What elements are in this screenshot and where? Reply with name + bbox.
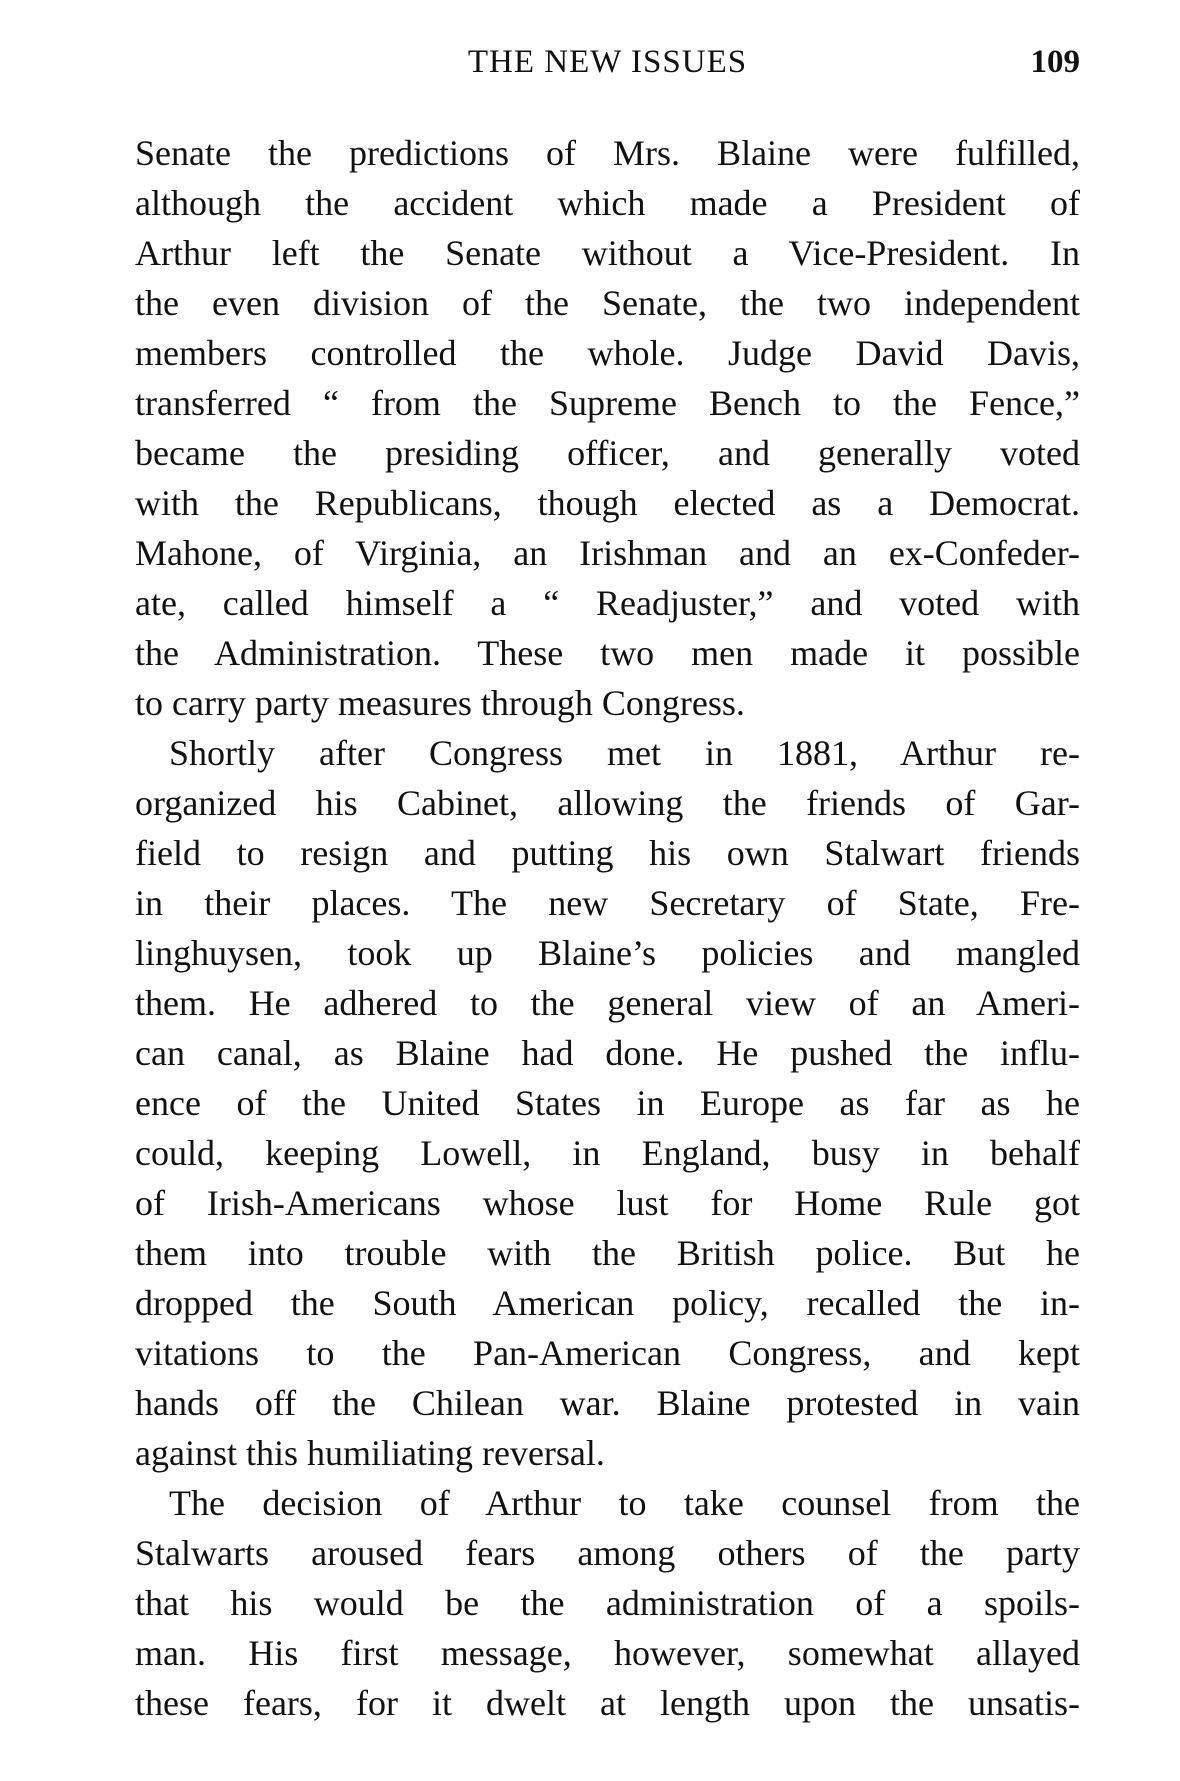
text-line: linghuysen, took up Blaine’s policies and mangled bbox=[135, 933, 1080, 973]
text-line: Stalwarts aroused fears among others of the party bbox=[135, 1533, 1080, 1573]
text-line: Shortly after Congress met in 1881, Arthur re- bbox=[169, 733, 1080, 773]
page-number: 109 bbox=[1030, 44, 1080, 80]
text-line: ence of the United States in Europe as far as he bbox=[135, 1083, 1080, 1123]
body-text bbox=[135, 128, 1080, 1728]
text-line: organized his Cabinet, allowing the friends of Gar- bbox=[135, 783, 1080, 823]
text-line: hands off the Chilean war. Blaine protested in vain bbox=[135, 1383, 1080, 1423]
text-line: The decision of Arthur to take counsel from the bbox=[169, 1483, 1080, 1523]
running-header bbox=[135, 44, 1080, 88]
text-line: Arthur left the Senate without a Vice-President. In bbox=[135, 233, 1080, 273]
paragraph bbox=[135, 128, 1080, 728]
text-line: vitations to the Pan-American Congress, and kept bbox=[135, 1333, 1080, 1373]
text-line: although the accident which made a President of bbox=[135, 183, 1080, 223]
text-line: the even division of the Senate, the two independent bbox=[135, 283, 1080, 323]
text-line: Senate the predictions of Mrs. Blaine were fulfilled, bbox=[135, 133, 1080, 173]
text-line: them. He adhered to the general view of an Ameri- bbox=[135, 983, 1080, 1023]
text-line: dropped the South American policy, recalled the in- bbox=[135, 1283, 1080, 1323]
running-title: THE NEW ISSUES bbox=[467, 44, 748, 80]
text-line: these fears, for it dwelt at length upon the unsatis- bbox=[135, 1683, 1080, 1723]
text-line: the Administration. These two men made it possible bbox=[135, 633, 1080, 673]
paragraph bbox=[135, 728, 1080, 1478]
text-line: members controlled the whole. Judge David Davis, bbox=[135, 333, 1080, 373]
text-line: them into trouble with the British police. But he bbox=[135, 1233, 1080, 1273]
text-line: to carry party measures through Congress. bbox=[135, 683, 745, 723]
text-line: man. His first message, however, somewhat allayed bbox=[135, 1633, 1080, 1673]
paragraph bbox=[135, 1478, 1080, 1728]
text-line: that his would be the administration of a spoils- bbox=[135, 1583, 1080, 1623]
text-line: can canal, as Blaine had done. He pushed the influ- bbox=[135, 1033, 1080, 1073]
text-line: field to resign and putting his own Stalwart friends bbox=[135, 833, 1080, 873]
text-line: against this humiliating reversal. bbox=[135, 1433, 605, 1473]
text-line: could, keeping Lowell, in England, busy in behalf bbox=[135, 1133, 1080, 1173]
text-line: ate, called himself a “ Readjuster,” and voted with bbox=[135, 583, 1080, 623]
text-line: with the Republicans, though elected as a Democrat. bbox=[135, 483, 1080, 523]
text-line: Mahone, of Virginia, an Irishman and an ex-Confeder- bbox=[135, 533, 1080, 573]
text-line: in their places. The new Secretary of State, Fre- bbox=[135, 883, 1080, 923]
text-line: transferred “ from the Supreme Bench to the Fence,” bbox=[135, 383, 1080, 423]
text-line: of Irish-Americans whose lust for Home Rule got bbox=[135, 1183, 1080, 1223]
text-line: became the presiding officer, and generally voted bbox=[135, 433, 1080, 473]
